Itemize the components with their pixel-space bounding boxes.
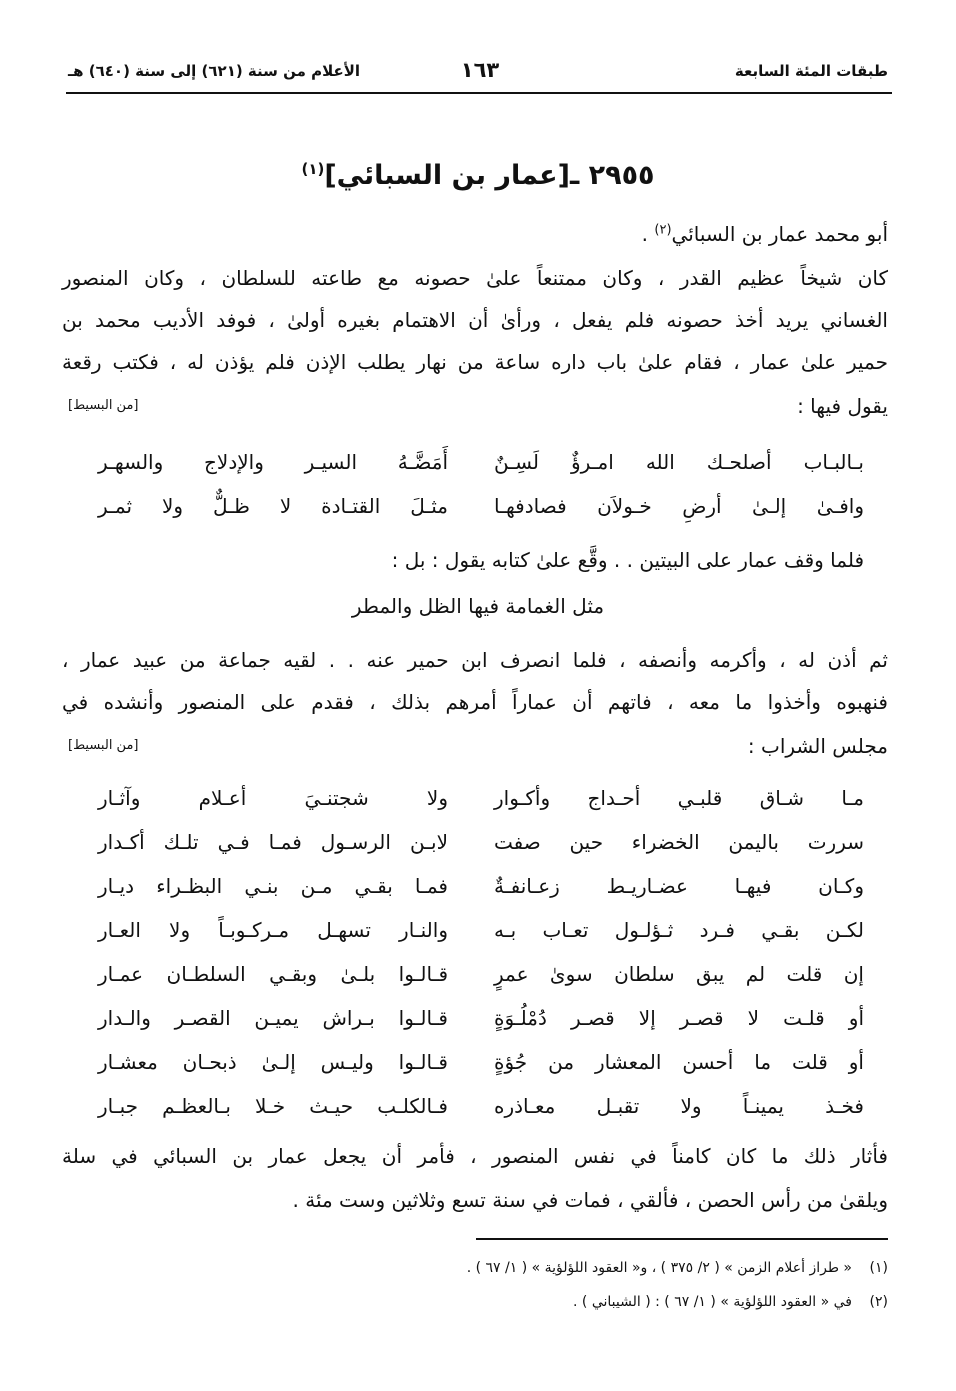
paragraph-line: مجلس الشراب : [747,734,888,758]
running-head-range: الأعلام من سنة (٦٢١) إلى سنة (٦٤٠) هـ [68,62,361,80]
footnote [573,1294,888,1310]
verse-left: فـالكلـب حيـث خـلا بـالعظـم جبـار [98,1094,448,1118]
footnote-rule [476,1238,888,1240]
paragraph-line: حمير علىٰ عمار ، فقام علىٰ باب داره ساعة من نهار يطلب الإذن فلم يؤذن له ، فكتب رقعة [62,350,888,374]
verse-left: والنـار تسهـل مـركـوبـاً ولا العـار [98,918,448,942]
verse-right: لكـن بقـي فـرد ثـؤلـول تعـاب بـه [494,918,864,942]
verse-right: فخـذ يمينـاً ولا تقبـل معـاذره [494,1094,864,1118]
paragraph-line: ثم أذن له ، وأكرمه وأنصفه ، فلما انصرف ابن حمير عنه . . لقيه جماعة من عبيد عمار ، [62,648,888,672]
kunya-text: أبو محمد عمار بن السبائي [671,222,888,246]
verse-left: قـالـوا وليـس إلـىٰ ذبحـان معشـار [98,1050,448,1074]
verse-right: مـا شـاق قلبـي أحـداج وأكـوار [494,786,864,810]
paragraph-line: كان شيخاً عظيم القدر ، وكان ممتنعاً علىٰ حصونه مع طاعته للسلطان ، وكان المنصور [62,266,888,290]
verse-right: وافـىٰ إلـىٰ أرضِ خـولاَن فصادفهـا [494,494,864,518]
paragraph-line: الغساني يريد أخذ حصونه فلم يفعل ، ورأىٰ أن الاهتمام بغيره أولىٰ ، فوفد الأديب محمد بن [62,308,888,332]
kunya-footnote-ref: (٢) [654,222,672,238]
header-rule [66,92,892,94]
footnote-text: « طراز أعلام الزمن » ( ٢/ ٣٧٥ ) ، و« العقود اللؤلؤية » ( ١/ ٦٧ ) . [466,1260,852,1276]
verse-left: مثـلَ القتـادة لا ظـلٌّ ولا ثمـر [98,494,448,518]
kunya-end: . [641,222,655,246]
quoted-hemistich: مثل الغمامة فيها الظل والمطر [351,594,605,618]
verse-left: قـالـوا بـراش يميـن القصـر والـدار [98,1006,448,1030]
paragraph-line: فأثار ذلك ما كان كامناً في نفس المنصور ، فأمر أن يجعل عمار بن السبائي في سلة [62,1144,888,1168]
verse-left: قـالـوا بلـىٰ وبقـي السلطـان عمـار [98,962,448,986]
verse-right: بـالبـاب أصلحـك الله امـرؤٌ لَسِـنٌ [494,450,864,474]
entry-number: ٢٩٥٥ ـ [569,160,655,191]
verse-left: أَمَضَّـهُ السيـر والإدلاج والسهـر [98,450,448,474]
paragraph-line: فلما وقف عمار على البيتين . . وقَّع علىٰ كتابه يقول : بل : [391,548,864,572]
running-head-section: طبقات المئة السابعة [734,62,888,80]
page-number: ١٦٣ [460,58,500,82]
footnote-number: (٢) [869,1294,888,1310]
entry-name: [عمار بن السبائي] [324,160,570,191]
kunya-line [642,222,888,246]
verse-right: سررت باليمن الخضراء حين صفت [494,830,864,854]
entry-title [0,160,956,191]
verse-right: أو قلـت لا قصـر إلا قصـر دُمْلُـوَةٍ [494,1006,864,1030]
verse-left: فمـا بقـي مـن بنـي البظـراء ديـار [98,874,448,898]
footnote [467,1260,888,1276]
meter-label: [من البسيط] [68,398,139,413]
paragraph-line: ويلقىٰ من رأس الحصن ، فألقي ، فمات في سنة تسع وثلاثين وست مئة . [292,1188,888,1212]
meter-label: [من البسيط] [68,738,139,753]
verse-right: أو قلت ما أحسن المعشار من جُؤةٍ [494,1050,864,1074]
entry-footnote-ref: (١) [301,160,325,178]
footnote-number: (١) [869,1260,888,1276]
verse-right: وكـان فيهـا عضـاريـط زعـانفـةٌ [494,874,864,898]
verse-left: ولا شجتنـيَ أعـلام وآثـار [98,786,448,810]
paragraph-line: فنهبوه وأخذوا ما معه ، فاتهم أن عماراً أمرهم بذلك ، فقدم على المنصور وأنشده في [62,690,888,714]
verse-left: لابـن الرسـول فمـا فـي تلـك أكـدار [98,830,448,854]
footnote-text: في « العقود اللؤلؤية » ( ١/ ٦٧ ) : ( الشيباني ) . [573,1294,852,1310]
paragraph-line: يقول فيها : [797,394,888,418]
verse-right: إن قلت لم يبق سلطان سوىٰ عمرٍ [494,962,864,986]
